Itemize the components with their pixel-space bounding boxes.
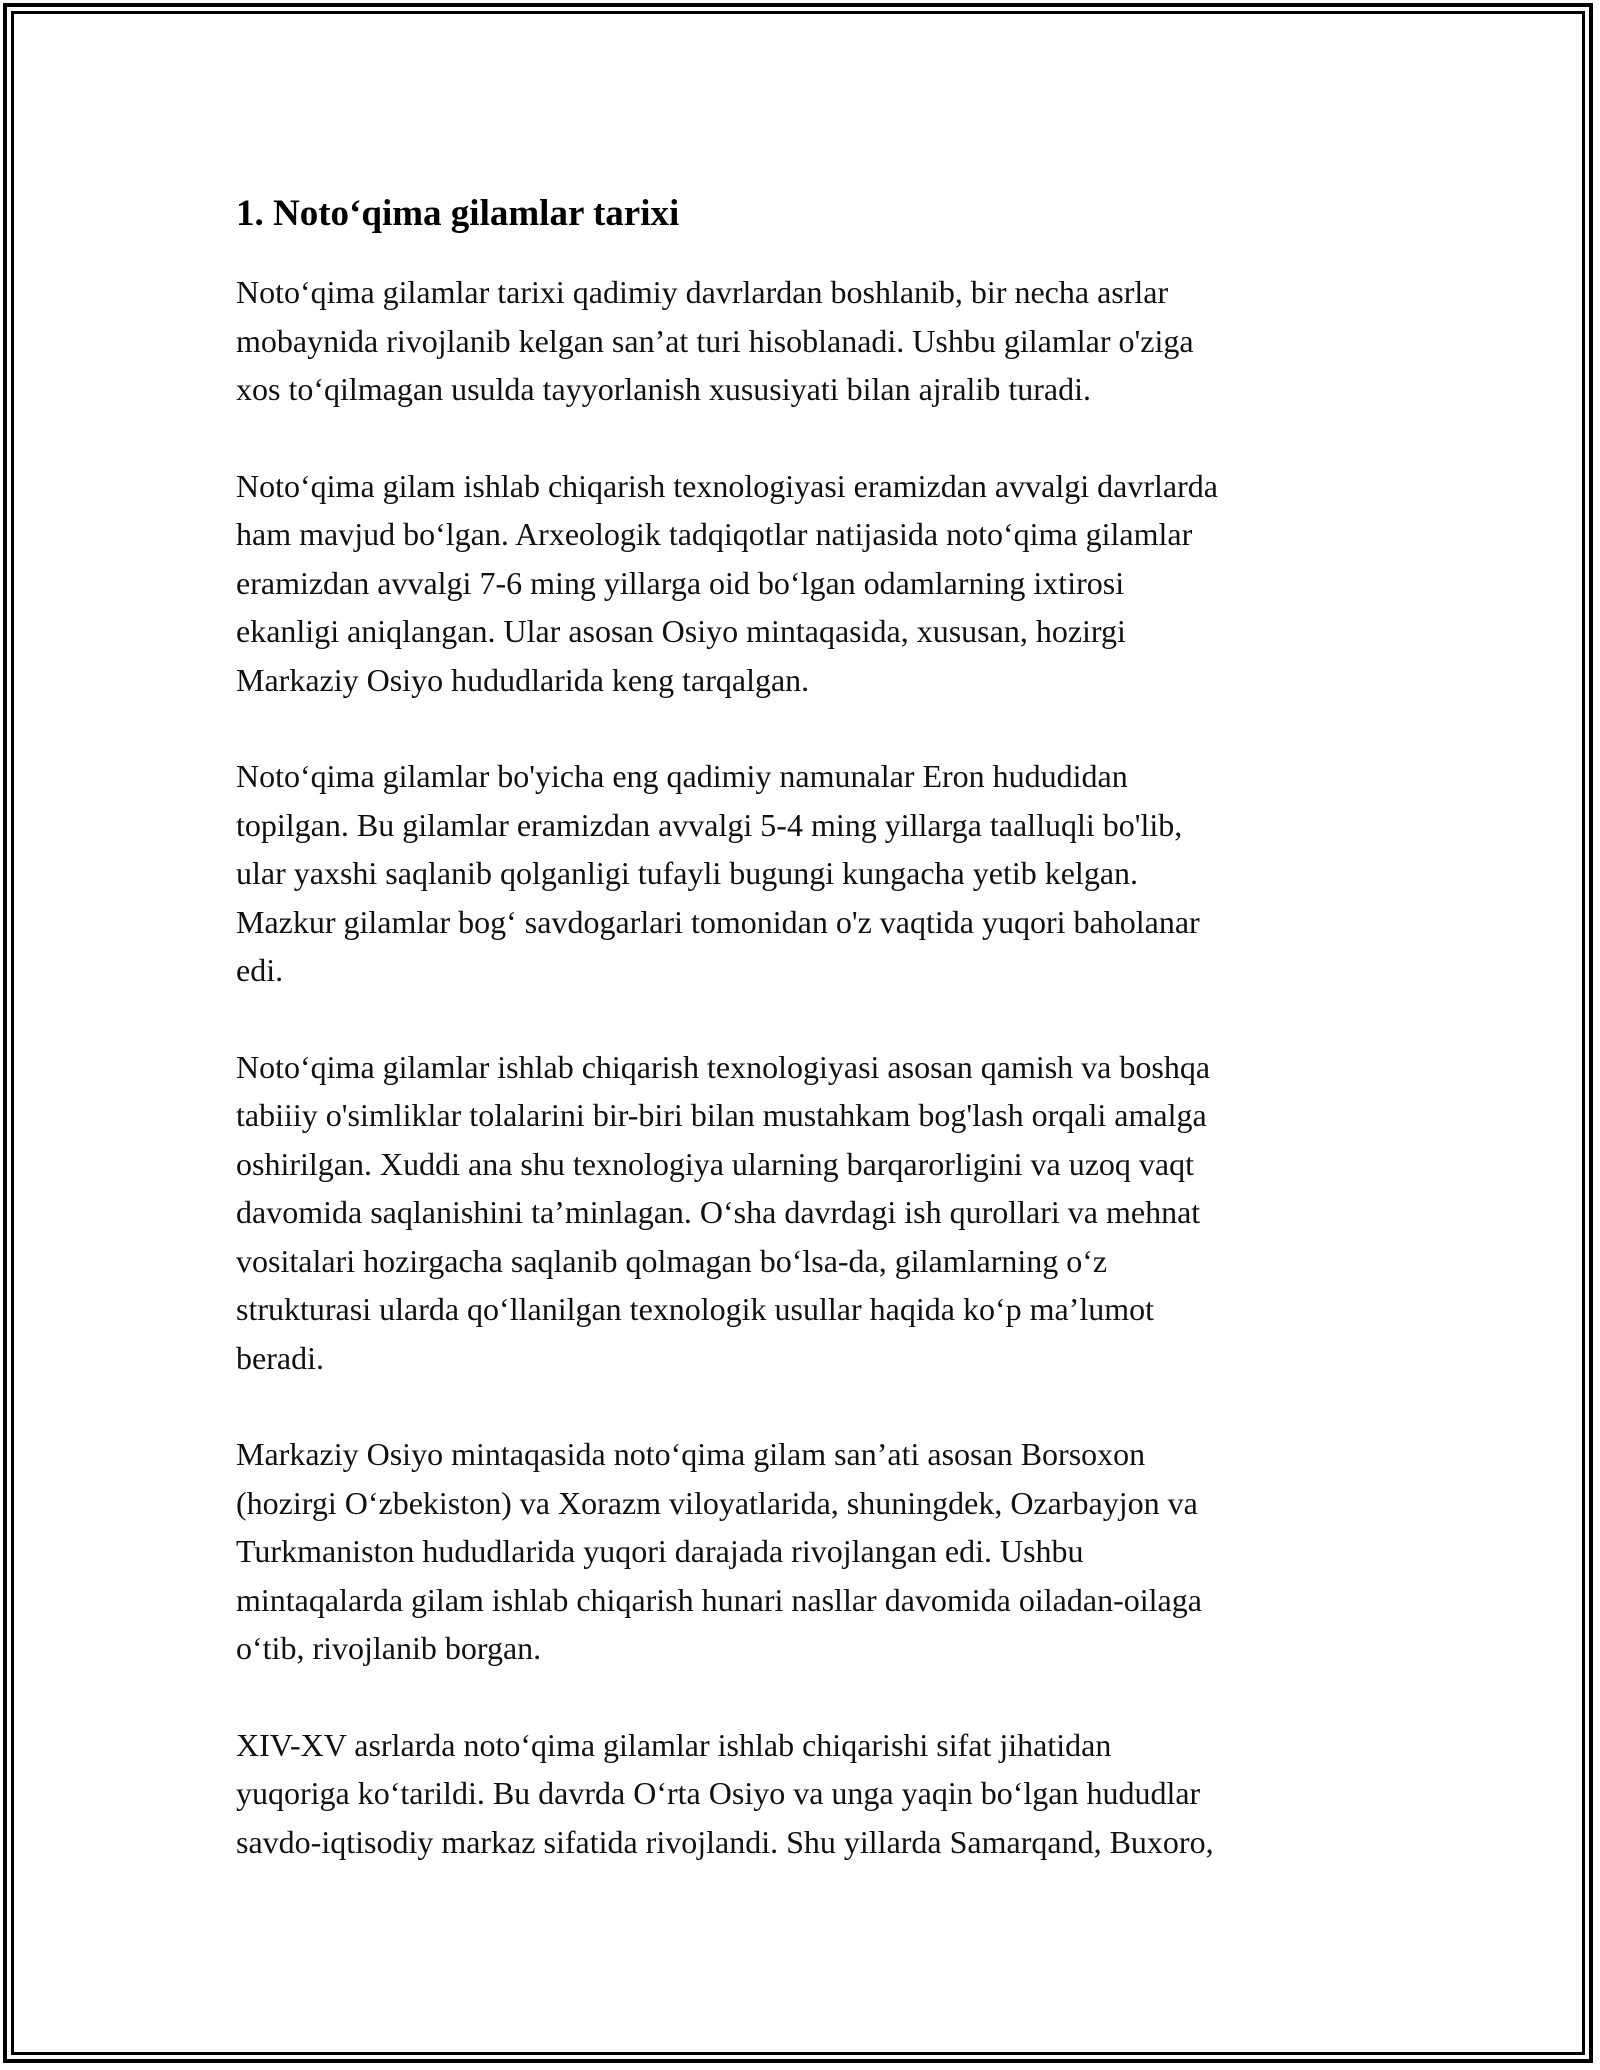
text-line: eramizdan avvalgi 7-6 ming yillarga oid bo‘lgan odamlarning ixtirosi [236,564,1125,601]
text-line: ham mavjud bo‘lgan. Arxeologik tadqiqotlar natijasida noto‘qima gilamlar [236,516,1193,552]
text-line: edi. [236,952,284,988]
text-line: Noto‘qima gilam ishlab chiqarish texnologiyasi eramizdan avvalgi davrlarda [236,467,1218,504]
document-body [236,186,1396,1914]
text-line: Noto‘qima gilamlar tarixi qadimiy davrlardan boshlanib, bir necha asrlar [236,274,1169,310]
text-line: Turkmaniston hududlarida yuqori darajada rivojlangan edi. Ushbu [236,1533,1084,1569]
text-line: Markaziy Osiyo mintaqasida noto‘qima gilam san’ati asosan Borsoxon [236,1436,1146,1472]
paragraph-4 [236,1043,1396,1383]
text-line: vositalari hozirgacha saqlanib qolmagan bo‘lsa-da, gilamlarning o‘z [236,1242,1108,1279]
text-line: o‘tib, rivojlanib borgan. [236,1630,542,1666]
section-heading: 1. Noto‘qima gilamlar tarixi [236,193,680,234]
text-line: XIV-XV asrlarda noto‘qima gilamlar ishlab chiqarishi sifat jihatidan [236,1726,1112,1763]
text-line: Noto‘qima gilamlar bo'yicha eng qadimiy namunalar Eron hududidan [236,758,1128,794]
text-line: ular yaxshi saqlanib qolganligi tufayli bugungi kungacha yetib kelgan. [236,855,1139,891]
text-line: topilgan. Bu gilamlar eramizdan avvalgi 5-4 ming yillarga taalluqli bo'lib, [236,806,1183,843]
text-line: Mazkur gilamlar bog‘ savdogarlari tomonidan o'z vaqtida yuqori baholanar [236,903,1200,940]
text-line: davomida saqlanishini ta’minlagan. O‘sha davrdagi ish qurollari va mehnat [236,1194,1201,1230]
paragraph-1 [236,268,1396,414]
text-line: Markaziy Osiyo hududlarida keng tarqalgan. [236,661,810,698]
text-line: yuqoriga ko‘tarildi. Bu davrda O‘rta Osiyo va unga yaqin bo‘lgan hududlar [236,1775,1201,1811]
text-line: ekanligi aniqlangan. Ular asosan Osiyo mintaqasida, xususan, hozirgi [236,613,1126,649]
text-line: Noto‘qima gilamlar ishlab chiqarish texnologiyasi asosan qamish va boshqa [236,1048,1211,1085]
text-line: mobaynida rivojlanib kelgan san’at turi hisoblanadi. Ushbu gilamlar o'ziga [236,322,1194,359]
text-line: tabiiiy o'simliklar tolalarini bir-biri bilan mustahkam bog'lash orqali amalga [236,1097,1207,1133]
paragraph-6 [236,1721,1396,1867]
paragraph-5 [236,1430,1396,1673]
text-line: beradi. [236,1339,324,1376]
text-line: oshirilgan. Xuddi ana shu texnologiya ularning barqarorligini va uzoq vaqt [236,1145,1194,1182]
text-line: savdo-iqtisodiy markaz sifatida rivojlandi. Shu yillarda Samarqand, Buxoro, [236,1823,1214,1860]
text-line: xos to‘qilmagan usulda tayyorlanish xususiyati bilan ajralib turadi. [236,371,1091,407]
paragraph-2 [236,462,1396,705]
text-line: strukturasi ularda qo‘llanilgan texnologik usullar haqida ko‘p ma’lumot [236,1291,1155,1327]
text-line: (hozirgi O‘zbekiston) va Xorazm viloyatlarida, shuningdek, Ozarbayjon va [236,1484,1198,1521]
paragraph-3 [236,752,1396,995]
text-line: mintaqalarda gilam ishlab chiqarish hunari nasllar davomida oiladan-oilaga [236,1581,1202,1618]
